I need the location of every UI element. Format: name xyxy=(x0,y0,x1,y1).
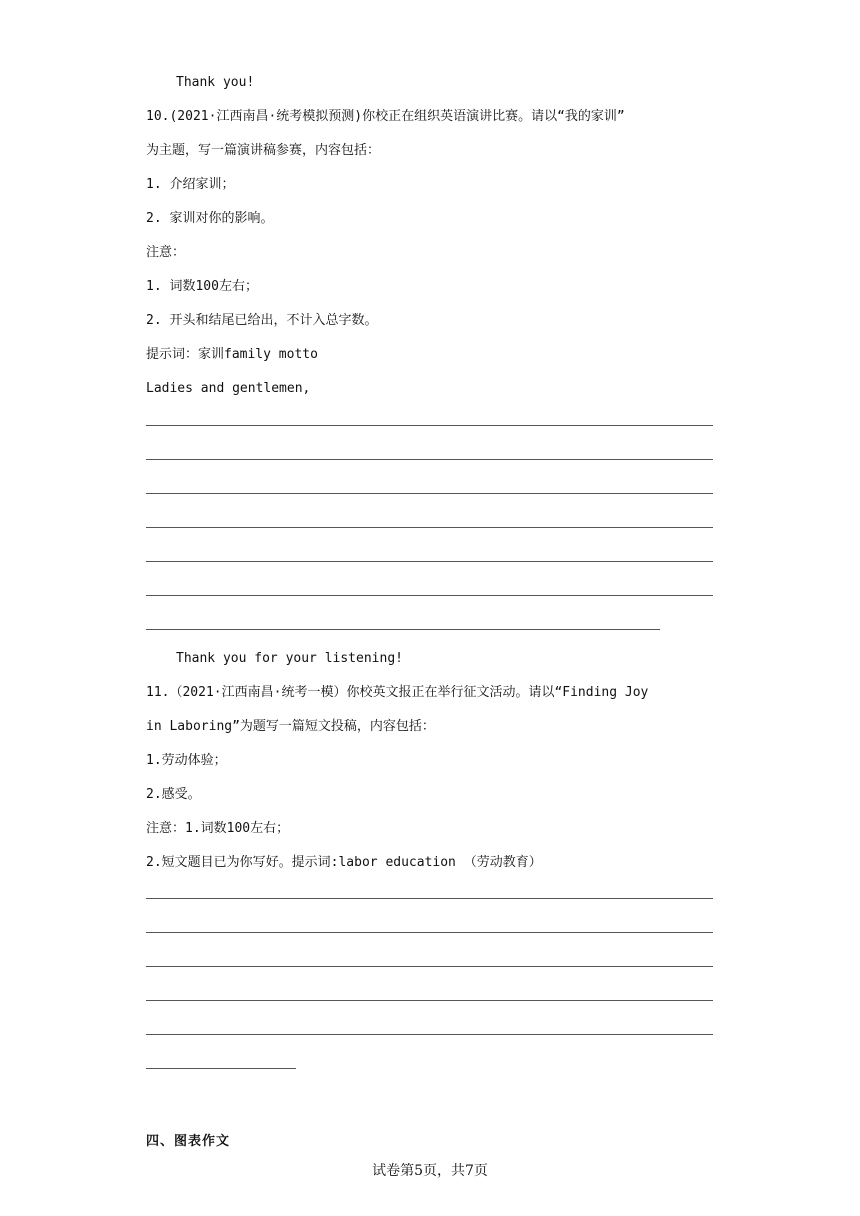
q11-answer-line[interactable] xyxy=(146,966,713,967)
page-footer: 试卷第5页，共7页 xyxy=(372,1163,488,1179)
q11-answer-line[interactable] xyxy=(146,1034,713,1035)
q11-item-1: 1.劳动体验； xyxy=(146,753,227,768)
q10-note-2: 2. 开头和结尾已给出，不计入总字数。 xyxy=(146,313,378,328)
q10-item-2: 2. 家训对你的影响。 xyxy=(146,211,274,226)
q11-answer-line[interactable] xyxy=(146,932,713,933)
q10-closing: Thank you for your listening! xyxy=(176,651,403,666)
q10-prompt-line2: 为主题，写一篇演讲稿参赛，内容包括： xyxy=(146,143,381,158)
q10-answer-line[interactable] xyxy=(146,425,713,426)
q10-answer-line[interactable] xyxy=(146,561,713,562)
q11-prompt-line1: 11.（2021·江西南昌·统考一模）你校英文报正在举行征文活动。请以“Finding Joy xyxy=(146,685,649,700)
q11-item-2: 2.感受。 xyxy=(146,787,201,802)
q10-answer-line[interactable] xyxy=(146,459,713,460)
q10-prompt-line1: 10.(2021·江西南昌·统考模拟预测)你校正在组织英语演讲比赛。请以“我的家训” xyxy=(146,109,625,124)
q10-opening: Ladies and gentlemen, xyxy=(146,381,311,396)
q11-answer-line[interactable] xyxy=(146,898,713,899)
q11-answer-line[interactable] xyxy=(146,1000,713,1001)
section-title: 四、图表作文 xyxy=(146,1134,231,1149)
q10-note-1: 1. 词数100左右； xyxy=(146,279,258,294)
q11-answer-line[interactable] xyxy=(146,1068,296,1069)
q11-note-2: 2.短文题目已为你写好。提示词:labor education （劳动教育） xyxy=(146,855,542,870)
q10-answer-line[interactable] xyxy=(146,527,713,528)
q10-note-label: 注意： xyxy=(146,245,186,260)
q10-answer-line[interactable] xyxy=(146,629,660,630)
q10-answer-line[interactable] xyxy=(146,595,713,596)
q10-item-1: 1. 介绍家训； xyxy=(146,177,235,192)
q11-note: 注意：1.词数100左右； xyxy=(146,821,290,836)
q9-closing: Thank you! xyxy=(176,75,255,90)
q11-prompt-line2: in Laboring”为题写一篇短文投稿，内容包括： xyxy=(146,719,435,734)
q10-answer-line[interactable] xyxy=(146,493,713,494)
q10-hint: 提示词：家训family motto xyxy=(146,347,318,362)
